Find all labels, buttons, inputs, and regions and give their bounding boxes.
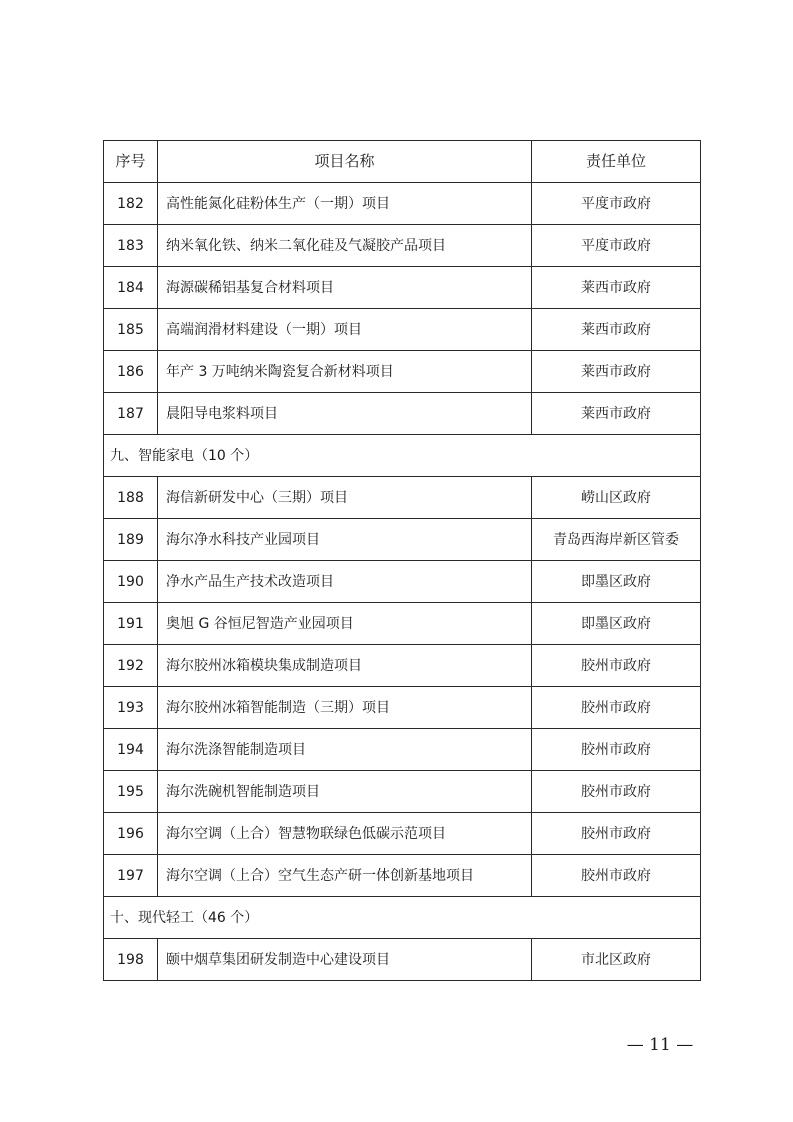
row-num: 188 — [104, 477, 158, 519]
row-name: 海尔胶州冰箱智能制造（三期）项目 — [158, 687, 532, 729]
table-row — [104, 267, 701, 309]
header-name: 项目名称 — [158, 141, 532, 183]
row-num: 185 — [104, 309, 158, 351]
row-unit: 莱西市政府 — [532, 267, 701, 309]
header-unit: 责任单位 — [532, 141, 701, 183]
table-header-row — [104, 141, 701, 183]
section-title: 十、现代轻工（46 个） — [104, 897, 701, 939]
row-num: 192 — [104, 645, 158, 687]
row-num: 194 — [104, 729, 158, 771]
row-num: 189 — [104, 519, 158, 561]
row-unit: 胶州市政府 — [532, 645, 701, 687]
row-name: 海尔空调（上合）智慧物联绿色低碳示范项目 — [158, 813, 532, 855]
table-row — [104, 561, 701, 603]
row-unit: 胶州市政府 — [532, 813, 701, 855]
section-title: 九、智能家电（10 个） — [104, 435, 701, 477]
table-row — [104, 519, 701, 561]
row-num: 191 — [104, 603, 158, 645]
table-row — [104, 813, 701, 855]
row-name: 高端润滑材料建设（一期）项目 — [158, 309, 532, 351]
table-row — [104, 309, 701, 351]
header-num: 序号 — [104, 141, 158, 183]
row-num: 190 — [104, 561, 158, 603]
row-unit: 平度市政府 — [532, 183, 701, 225]
row-unit: 青岛西海岸新区管委 — [532, 519, 701, 561]
row-num: 183 — [104, 225, 158, 267]
row-unit: 莱西市政府 — [532, 393, 701, 435]
row-unit: 胶州市政府 — [532, 687, 701, 729]
row-name: 纳米氧化铁、纳米二氧化硅及气凝胶产品项目 — [158, 225, 532, 267]
row-name: 年产 3 万吨纳米陶瓷复合新材料项目 — [158, 351, 532, 393]
row-name: 海尔洗涤智能制造项目 — [158, 729, 532, 771]
table-row — [104, 855, 701, 897]
table-row — [104, 771, 701, 813]
row-name: 奥旭 G 谷恒尼智造产业园项目 — [158, 603, 532, 645]
table-row — [104, 225, 701, 267]
row-unit: 平度市政府 — [532, 225, 701, 267]
table-row — [104, 939, 701, 981]
table-row — [104, 183, 701, 225]
row-num: 186 — [104, 351, 158, 393]
row-name: 高性能氮化硅粉体生产（一期）项目 — [158, 183, 532, 225]
row-num: 196 — [104, 813, 158, 855]
row-name: 海尔净水科技产业园项目 — [158, 519, 532, 561]
row-num: 184 — [104, 267, 158, 309]
table-row — [104, 645, 701, 687]
row-name: 颐中烟草集团研发制造中心建设项目 — [158, 939, 532, 981]
row-num: 187 — [104, 393, 158, 435]
row-unit: 即墨区政府 — [532, 603, 701, 645]
row-num: 198 — [104, 939, 158, 981]
table-row — [104, 729, 701, 771]
row-num: 197 — [104, 855, 158, 897]
row-num: 182 — [104, 183, 158, 225]
row-unit: 即墨区政府 — [532, 561, 701, 603]
project-table — [103, 140, 701, 981]
row-unit: 莱西市政府 — [532, 309, 701, 351]
row-unit: 市北区政府 — [532, 939, 701, 981]
row-unit: 胶州市政府 — [532, 855, 701, 897]
section-row — [104, 435, 701, 477]
row-num: 193 — [104, 687, 158, 729]
row-name: 海信新研发中心（三期）项目 — [158, 477, 532, 519]
row-unit: 胶州市政府 — [532, 771, 701, 813]
table-row — [104, 687, 701, 729]
row-name: 海尔胶州冰箱模块集成制造项目 — [158, 645, 532, 687]
row-unit: 胶州市政府 — [532, 729, 701, 771]
row-name: 海尔洗碗机智能制造项目 — [158, 771, 532, 813]
row-name: 晨阳导电浆料项目 — [158, 393, 532, 435]
table-row — [104, 477, 701, 519]
table-row — [104, 393, 701, 435]
table-row — [104, 351, 701, 393]
page-number: — 11 — — [626, 1035, 694, 1055]
row-name: 海源碳稀铝基复合材料项目 — [158, 267, 532, 309]
row-name: 净水产品生产技术改造项目 — [158, 561, 532, 603]
row-num: 195 — [104, 771, 158, 813]
row-name: 海尔空调（上合）空气生态产研一体创新基地项目 — [158, 855, 532, 897]
row-unit: 崂山区政府 — [532, 477, 701, 519]
section-row — [104, 897, 701, 939]
row-unit: 莱西市政府 — [532, 351, 701, 393]
table-row — [104, 603, 701, 645]
